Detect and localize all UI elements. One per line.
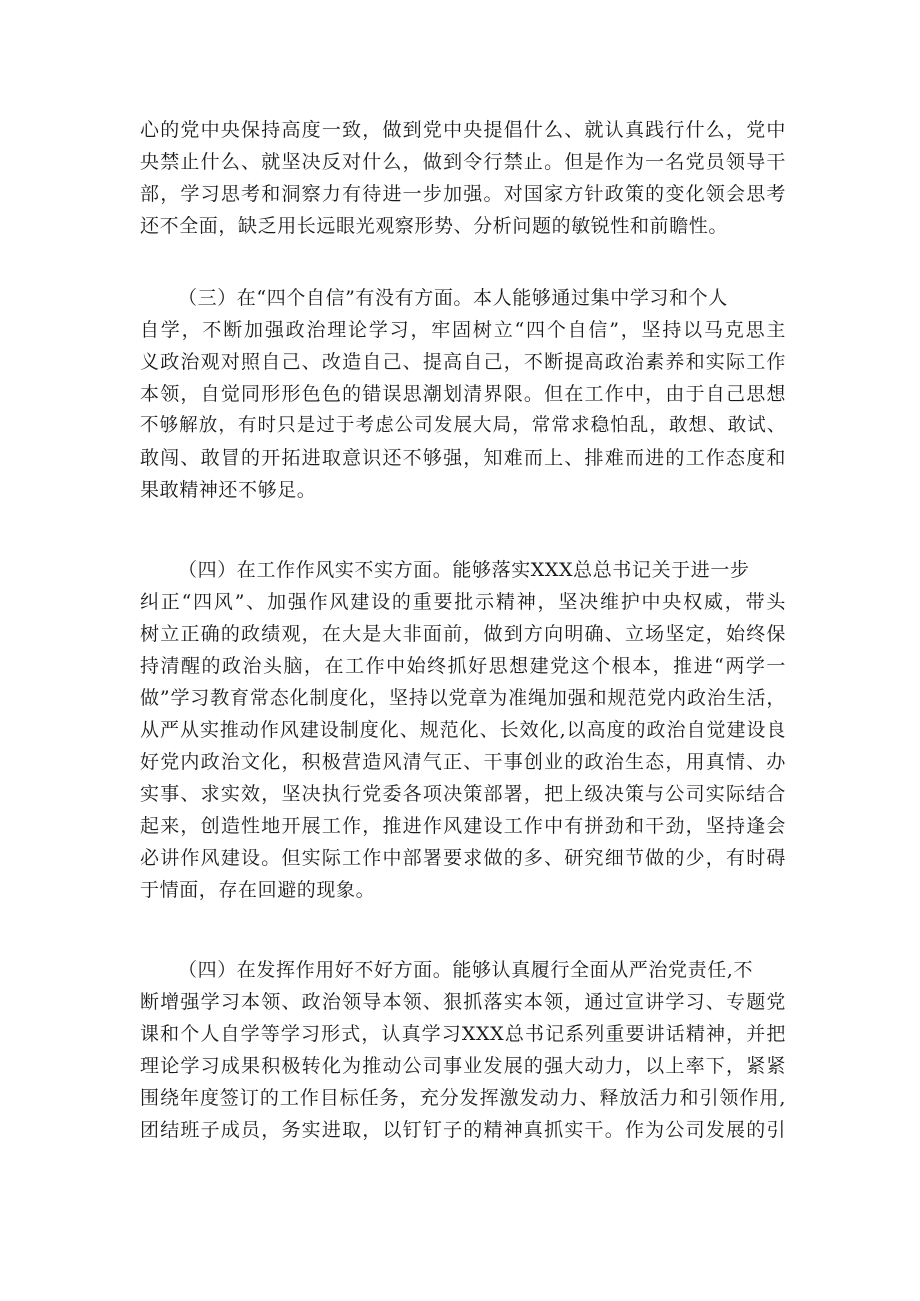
text-line: 理论学习成果积极转化为推动公司事业发展的强大动力，以上率下，紧紧: [140, 1055, 786, 1077]
text-line: 课和个人自学等学习形式，认真学习XXX总书记系列重要讲话精神，并把: [140, 1023, 786, 1045]
text-line: 好党内政治文化，积极营造风清气正、干事创业的政治生态，用真情、办: [140, 751, 786, 773]
text-line: 果敢精神还不够足。: [140, 479, 317, 501]
text-line: 于情面，存在回避的现象。: [140, 879, 376, 901]
text-line: 围绕年度签订的工作目标任务，充分发挥激发动力、释放活力和引领作用,: [140, 1087, 786, 1109]
paragraph-role-performance: [140, 954, 786, 1146]
text-line: 做”学习教育常态化制度化，坚持以党章为准绳加强和规范党内政治生活，: [140, 687, 786, 709]
text-line: 还不全面，缺乏用长远眼光观察形势、分析问题的敏锐性和前瞻性。: [140, 215, 729, 237]
paragraph-work-style: [140, 554, 786, 906]
paragraph-political-alignment: [140, 114, 786, 242]
text-line: 必讲作风建设。但实际工作中部署要求做的多、研究细节做的少，有时碍: [140, 847, 786, 869]
text-line: 自学，不断加强政治理论学习，牢固树立“四个自信”，坚持以马克思主: [140, 319, 786, 341]
text-line: 本领，自觉同形形色色的错误思潮划清界限。但在工作中，由于自己思想: [140, 383, 786, 405]
text-line: 敢闯、敢冒的开拓进取意识还不够强，知难而上、排难而进的工作态度和: [140, 447, 786, 469]
text-line: （三）在“四个自信”有没有方面。本人能够通过集中学习和个人: [178, 287, 728, 309]
text-line: （四）在工作作风实不实方面。能够落实XXX总总书记关于进一步: [178, 559, 750, 581]
text-line: 实事、求实效，坚决执行党委各项决策部署，把上级决策与公司实际结合: [140, 783, 786, 805]
paragraph-four-confidences: [140, 282, 786, 506]
text-line: 义政治观对照自己、改造自己、提高自己，不断提高政治素养和实际工作: [140, 351, 786, 373]
text-line: 从严从实推动作风建设制度化、规范化、长效化,以高度的政治自觉建设良: [140, 719, 786, 741]
text-line: 纠正“四风”、加强作风建设的重要批示精神，坚决维护中央权威，带头: [140, 591, 786, 613]
text-line: 持清醒的政治头脑，在工作中始终抓好思想建党这个根本，推进“两学一: [140, 655, 786, 677]
text-line: 央禁止什么、就坚决反对什么，做到令行禁止。但是作为一名党员领导干: [140, 151, 786, 173]
text-line: 团结班子成员，务实进取，以钉钉子的精神真抓实干。作为公司发展的引: [140, 1119, 786, 1141]
text-line: 树立正确的政绩观，在大是大非面前，做到方向明确、立场坚定，始终保: [140, 623, 786, 645]
text-line: 心的党中央保持高度一致，做到党中央提倡什么、就认真践行什么，党中: [140, 119, 786, 141]
text-line: 不够解放，有时只是过于考虑公司发展大局，常常求稳怕乱，敢想、敢试、: [140, 415, 786, 436]
text-line: 起来，创造性地开展工作，推进作风建设工作中有拼劲和干劲，坚持逢会: [140, 815, 786, 837]
text-line: 断增强学习本领、政治领导本领、狠抓落实本领，通过宣讲学习、专题党: [140, 991, 786, 1013]
text-line: （四）在发挥作用好不好方面。能够认真履行全面从严治党责任,不: [178, 959, 754, 981]
text-line: 部，学习思考和洞察力有待进一步加强。对国家方针政策的变化领会思考: [140, 183, 786, 205]
